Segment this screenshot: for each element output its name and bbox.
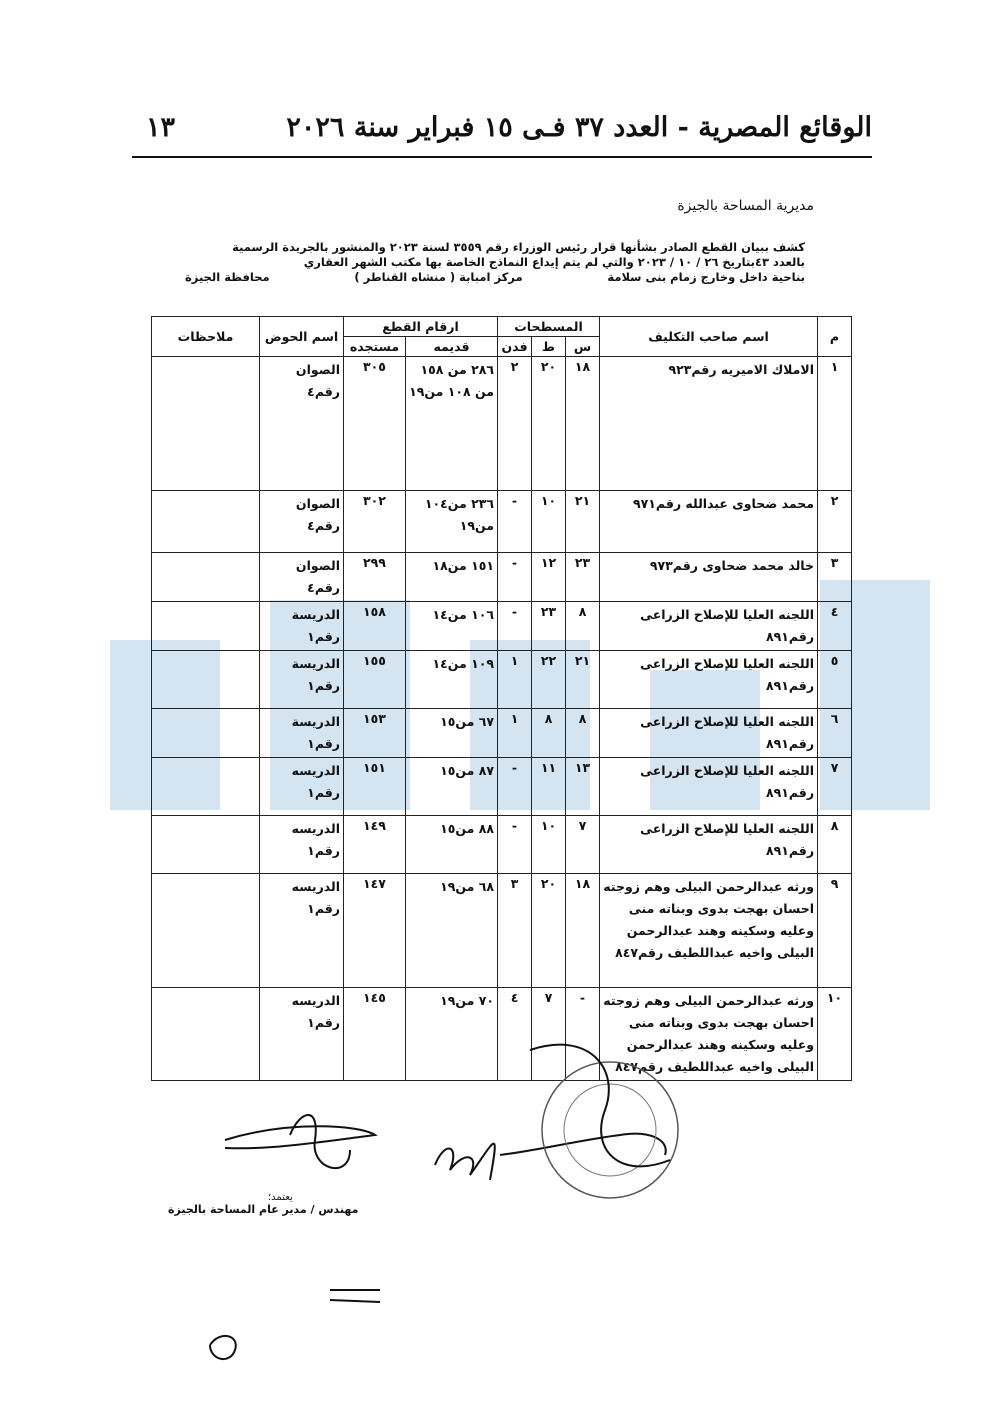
area-qirat: ٢٠	[532, 874, 566, 988]
basin-name: الدريسه رقم١	[260, 874, 344, 988]
row-number: ٨	[818, 816, 852, 874]
page-header	[132, 112, 872, 160]
description-line-2: بالعدد ٤٣بتاريخ ٢٦ / ١٠ / ٢٠٢٣ والتي لم يتم إيداع النماذج الخاصة بها مكتب الشهر العقاري	[303, 255, 805, 269]
table-row	[152, 602, 852, 651]
header-sahm: س	[566, 337, 600, 357]
row-number: ٢	[818, 491, 852, 553]
area-feddan: ١	[498, 651, 532, 709]
area-feddan: -	[498, 553, 532, 602]
owner-name: ورثه عبدالرحمن البيلى وهم زوجته احسان بهجت بدوى وبناته منى وعليه وسكينه وهند عبدالرحمن البيلى واخيه عبداللطيف رقم٨٤٧	[600, 988, 818, 1081]
area-qirat: ٨	[532, 709, 566, 758]
old-plot-number: ٧٠ من١٩	[406, 988, 498, 1081]
area-qirat: ٢٣	[532, 602, 566, 651]
official-stamp	[542, 1062, 678, 1198]
basin-name: الدريسة رقم١	[260, 651, 344, 709]
notes-cell	[152, 491, 260, 553]
table-row	[152, 758, 852, 816]
plots-table	[151, 316, 852, 1081]
header-basin: اسم الحوض	[260, 317, 344, 357]
table-row	[152, 357, 852, 491]
area-qirat: ٧	[532, 988, 566, 1081]
fraction-mark	[330, 1290, 380, 1302]
row-number: ١٠	[818, 988, 852, 1081]
area-sahm: ٢٣	[566, 553, 600, 602]
old-plot-number: ٢٣٦ من١٠٤ من١٩	[406, 491, 498, 553]
basin-name: الدريسه رقم١	[260, 758, 344, 816]
new-plot-number: ١٤٩	[344, 816, 406, 874]
header-feddan: فدن	[498, 337, 532, 357]
area-sahm: ١٨	[566, 874, 600, 988]
owner-name: اللجنه العليا للإصلاح الزراعى رقم٨٩١	[600, 602, 818, 651]
area-sahm: ٢١	[566, 651, 600, 709]
old-plot-number: ٨٧ من١٥	[406, 758, 498, 816]
header-areas: المسطحات	[498, 317, 600, 337]
area-feddan: ٤	[498, 988, 532, 1081]
village-name: بناحية داخل وخارج زمام بنى سلامة	[607, 270, 805, 284]
row-number: ٩	[818, 874, 852, 988]
signature-2	[435, 1144, 495, 1180]
new-plot-number: ١٤٥	[344, 988, 406, 1081]
owner-name: خالد محمد ضحاوى رقم٩٧٣	[600, 553, 818, 602]
table-row	[152, 491, 852, 553]
area-qirat: ٢٢	[532, 651, 566, 709]
table-row	[152, 816, 852, 874]
area-sahm: ١٨	[566, 357, 600, 491]
notes-cell	[152, 709, 260, 758]
old-plot-number: ٦٨ من١٩	[406, 874, 498, 988]
description-line-1: كشف ببيان القطع الصادر بشأنها قرار رئيس الوزراء رقم ٣٥٥٩ لسنة ٢٠٢٣ والمنشور بالجريدة الرسمية	[232, 240, 805, 254]
page-number: ١٣	[146, 112, 176, 143]
new-plot-number: ١٥١	[344, 758, 406, 816]
old-plot-number: ٨٨ من١٥	[406, 816, 498, 874]
new-plot-number: ٣٠٥	[344, 357, 406, 491]
area-sahm: ١٣	[566, 758, 600, 816]
row-number: ٧	[818, 758, 852, 816]
area-sahm: -	[566, 988, 600, 1081]
basin-name: الدريسة رقم١	[260, 602, 344, 651]
area-qirat: ١٠	[532, 491, 566, 553]
governorate-name: محافظة الجيزة	[185, 270, 270, 284]
owner-name: اللجنه العليا للإصلاح الزراعى رقم٨٩١	[600, 758, 818, 816]
area-qirat: ١٢	[532, 553, 566, 602]
old-plot-number: ٦٧ من١٥	[406, 709, 498, 758]
header-owner: اسم صاحب التكليف	[600, 317, 818, 357]
new-plot-number: ١٥٥	[344, 651, 406, 709]
new-plot-number: ١٥٨	[344, 602, 406, 651]
header-new: مستجده	[344, 337, 406, 357]
area-feddan: ٣	[498, 874, 532, 988]
area-qirat: ١٠	[532, 816, 566, 874]
area-sahm: ٨	[566, 602, 600, 651]
basin-name: الدريسة رقم١	[260, 709, 344, 758]
row-number: ٥	[818, 651, 852, 709]
area-feddan: -	[498, 491, 532, 553]
area-feddan: ١	[498, 709, 532, 758]
owner-name: اللجنه العليا للإصلاح الزراعى رقم٨٩١	[600, 816, 818, 874]
statement-description	[185, 240, 805, 285]
area-sahm: ٧	[566, 816, 600, 874]
signature-1	[225, 1126, 375, 1148]
basin-name: الدريسه رقم١	[260, 988, 344, 1081]
old-plot-number: ١٠٩ من١٤	[406, 651, 498, 709]
area-sahm: ٨	[566, 709, 600, 758]
center-name: مركز امبابة ( منشاه القناطر )	[354, 270, 523, 284]
new-plot-number: ٣٠٢	[344, 491, 406, 553]
owner-name: ورثه عبدالرحمن البيلى وهم زوجته احسان بهجت بدوى وبناته منى وعليه وسكينه وهند عبدالرحمن البيلى واخيه عبداللطيف رقم٨٤٧	[600, 874, 818, 988]
gazette-title: الوقائع المصرية - العدد ٣٧ فـى ١٥ فبراير سنة ٢٠٢٦	[286, 112, 872, 143]
row-number: ٤	[818, 602, 852, 651]
area-sahm: ٢١	[566, 491, 600, 553]
header-num: م	[818, 317, 852, 357]
area-feddan: -	[498, 816, 532, 874]
row-number: ٣	[818, 553, 852, 602]
owner-name: الاملاك الاميريه رقم٩٢٣	[600, 357, 818, 491]
header-old: قديمه	[406, 337, 498, 357]
new-plot-number: ١٤٧	[344, 874, 406, 988]
old-plot-number: ١٥١ من١٨	[406, 553, 498, 602]
circle-mark	[210, 1336, 236, 1359]
notes-cell	[152, 758, 260, 816]
notes-cell	[152, 357, 260, 491]
notes-cell	[152, 553, 260, 602]
row-number: ١	[818, 357, 852, 491]
basin-name: الصوان رقم٤	[260, 357, 344, 491]
area-feddan: -	[498, 758, 532, 816]
area-qirat: ١١	[532, 758, 566, 816]
basin-name: الصوان رقم٤	[260, 553, 344, 602]
notes-cell	[152, 874, 260, 988]
engineer-title: مهندس / مدير عام المساحة بالجيزة	[168, 1203, 359, 1216]
header-qirat: ط	[532, 337, 566, 357]
owner-name: محمد ضحاوى عبدالله رقم٩٧١	[600, 491, 818, 553]
area-qirat: ٢٠	[532, 357, 566, 491]
old-plot-number: ١٠٦ من١٤	[406, 602, 498, 651]
owner-name: اللجنه العليا للإصلاح الزراعى رقم٨٩١	[600, 651, 818, 709]
owner-name: اللجنه العليا للإصلاح الزراعى رقم٨٩١	[600, 709, 818, 758]
approval-label: يعتمد؛	[268, 1192, 293, 1203]
row-number: ٦	[818, 709, 852, 758]
old-plot-number: ٢٨٦ من ١٥٨ من ١٠٨ من١٩	[406, 357, 498, 491]
notes-cell	[152, 651, 260, 709]
signature-2-line	[500, 1134, 666, 1155]
basin-name: الدريسه رقم١	[260, 816, 344, 874]
department-name: مديرية المساحة بالجيزة	[677, 198, 814, 214]
area-feddan: -	[498, 602, 532, 651]
table-row	[152, 874, 852, 988]
notes-cell	[152, 602, 260, 651]
new-plot-number: ١٥٣	[344, 709, 406, 758]
basin-name: الصوان رقم٤	[260, 491, 344, 553]
area-feddan: ٢	[498, 357, 532, 491]
header-divider	[132, 156, 872, 158]
table-row	[152, 553, 852, 602]
table-row	[152, 651, 852, 709]
table-row	[152, 709, 852, 758]
header-notes: ملاحظات	[152, 317, 260, 357]
header-plots: ارقام القطع	[344, 317, 498, 337]
notes-cell	[152, 816, 260, 874]
new-plot-number: ٢٩٩	[344, 553, 406, 602]
